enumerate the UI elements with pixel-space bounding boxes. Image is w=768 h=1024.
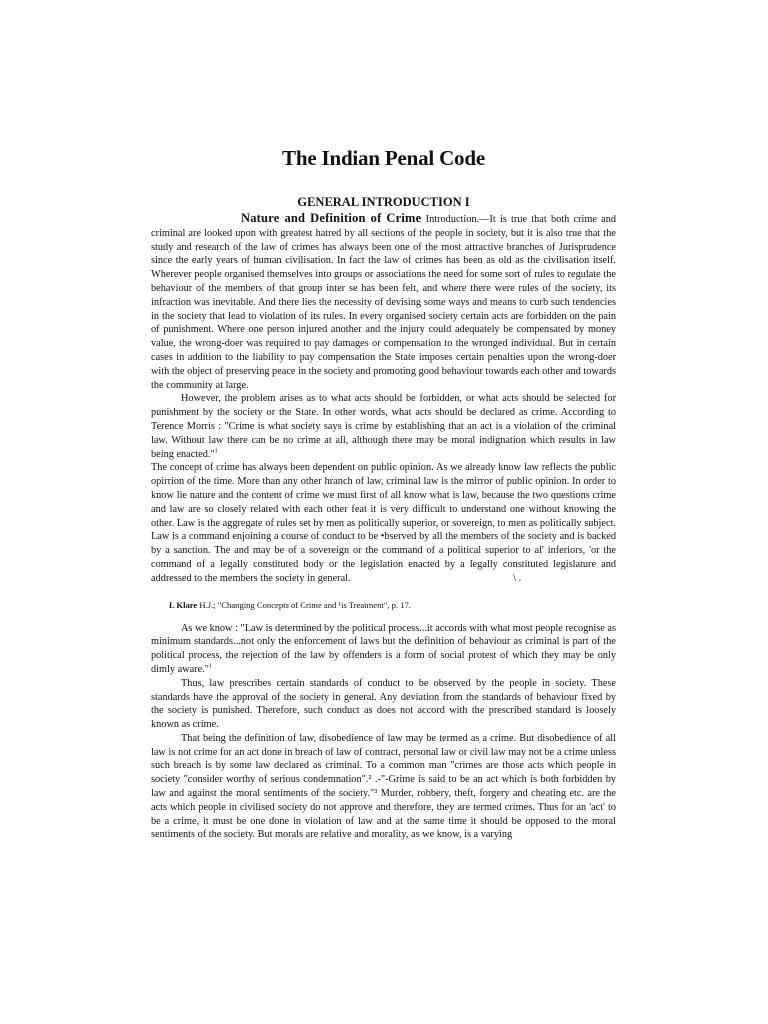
footnote-ref: 1 bbox=[214, 448, 218, 455]
paragraph-6 bbox=[151, 732, 616, 842]
section-heading: GENERAL INTRODUCTION I bbox=[297, 195, 470, 209]
page-title: The Indian Penal Code bbox=[282, 146, 485, 170]
document-page bbox=[151, 140, 616, 842]
footnote-text: H.J.; "Changing Concepts of Crime and ¹is Treatment", p. 17. bbox=[199, 599, 411, 610]
paragraph-4 bbox=[151, 622, 616, 677]
paragraph-intro bbox=[151, 212, 616, 392]
paragraph-5-text: Thus, law prescribes certain standards of conduct to be observed by the people in society. These standards have the approval of the society in general. Any deviation from the standards of behaviour fixed by the society is punished. Therefore, such conduct as does not accord with the prescribed standard is loosely known as crime. bbox=[151, 677, 616, 731]
paragraph-2 bbox=[151, 392, 616, 461]
paragraph-5 bbox=[151, 677, 616, 732]
footnote bbox=[169, 600, 616, 610]
paragraph-3-text: The concept of crime has always been dependent on public opinion. As we already know law reflects the public opirrion of the time. More than any other hranch of law, criminal law is the mirror of public opinion. In order to know lie nature and the content of crime we must first of all know what is law, because the two questions crime and law are so closely related with each other feat it is very difficult to understand one without knowing the other. Law is the aggregate of rules set by men as politically superior, or sovereign, to men as politically subject. Law is a command enjoining a course of conduct to be •bserved by all the members of the society and is backed by a sanction. The and may be of a sovereign or the command of a political superior to al' inferiors, 'or the command of a legally constituted body or the legislation enacted by a legally constituted legislature and addressed to the members the society in general. bbox=[151, 462, 616, 584]
section-subheading: Nature and Definition of Crime bbox=[241, 211, 422, 225]
paragraph-4-text: As we know : "Law is determined by the political process...it accords with what most people recognise as minimum standards...not only the enforcement of laws but the definition of behaviour as criminal is part of the political process, the rejection of the law by offenders is a form of social protest of which they may be only dimly aware." bbox=[151, 622, 616, 675]
paragraph-2-text: However, the problem arises as to what acts should be forbidden, or what acts should be selected for punishment by the society or the State. In other words, what acts should be declared as crime. According to Terence Morris : "Crime is what society says is crime by establishing that an act is a violation of the criminal law. Without law there can be no crime at all, although there may be moral indignation which results in law being enacted." bbox=[151, 393, 616, 460]
intro-label: Introduction.— bbox=[425, 214, 490, 225]
footnote-author: L Klare bbox=[169, 599, 198, 610]
paragraph-3 bbox=[151, 461, 616, 585]
footnote-ref: 1 bbox=[208, 663, 212, 670]
paragraph-1-text: It is true that both crime and criminal are looked upon with greatest hatred by all sections of the people in society, but it is also true that the study and research of the law of crimes has always been one of the most attractive branches of Jurisprudence since the early years of human civilisation. In fact the law of crimes has been as old as the civilisation itself. Wherever people organised themselves into groups or associations the need for some sort of rules to regulate the behaviour of the members of that group inter se has been felt, and where there were rules of the society, its infraction was inevitable. And there lies the necessity of devising some ways and means to curb such tendencies in the society that lead to violation of its rules. In every organised society certain acts are forbidden on the pain of punishment. Where one person injured another and the injury could adequately be compensated by money value, the wrong-doer was required to pay damages or compensation to the wronged individual. But in certain cases in addition to the liability to pay compensation the State imposes certain penalties upon the wrong-doer with the object of preserving peace in the society and promoting good behaviour towards each other and towards the community at large. bbox=[151, 214, 617, 391]
paragraph-3-tail: \ . bbox=[513, 572, 522, 584]
paragraph-6-text: That being the definition of law, disobedience of law may be termed as a crime. But disobedience of all law is not crime for an act done in breach of law of contract, personal law or civil law may not be a crime unless such breach is by some law declared as criminal. To a common man "crimes are those acts which people in society "consider worthy of serious condemnation".² .-"-Grime is said to be an act which is both forbidden by law and against the moral sentiments of the society."³ Murder, robbery, theft, forgery and cheating etc. are the acts which people in civilised society do not approve and therefore, they are termed crimes. Thus for an 'act' to be a crime, it must be one done in violation of law and at the same time it should be opposed to the moral sentiments of the society. But morals are relative and morality, as we know, is a varying bbox=[151, 732, 616, 841]
